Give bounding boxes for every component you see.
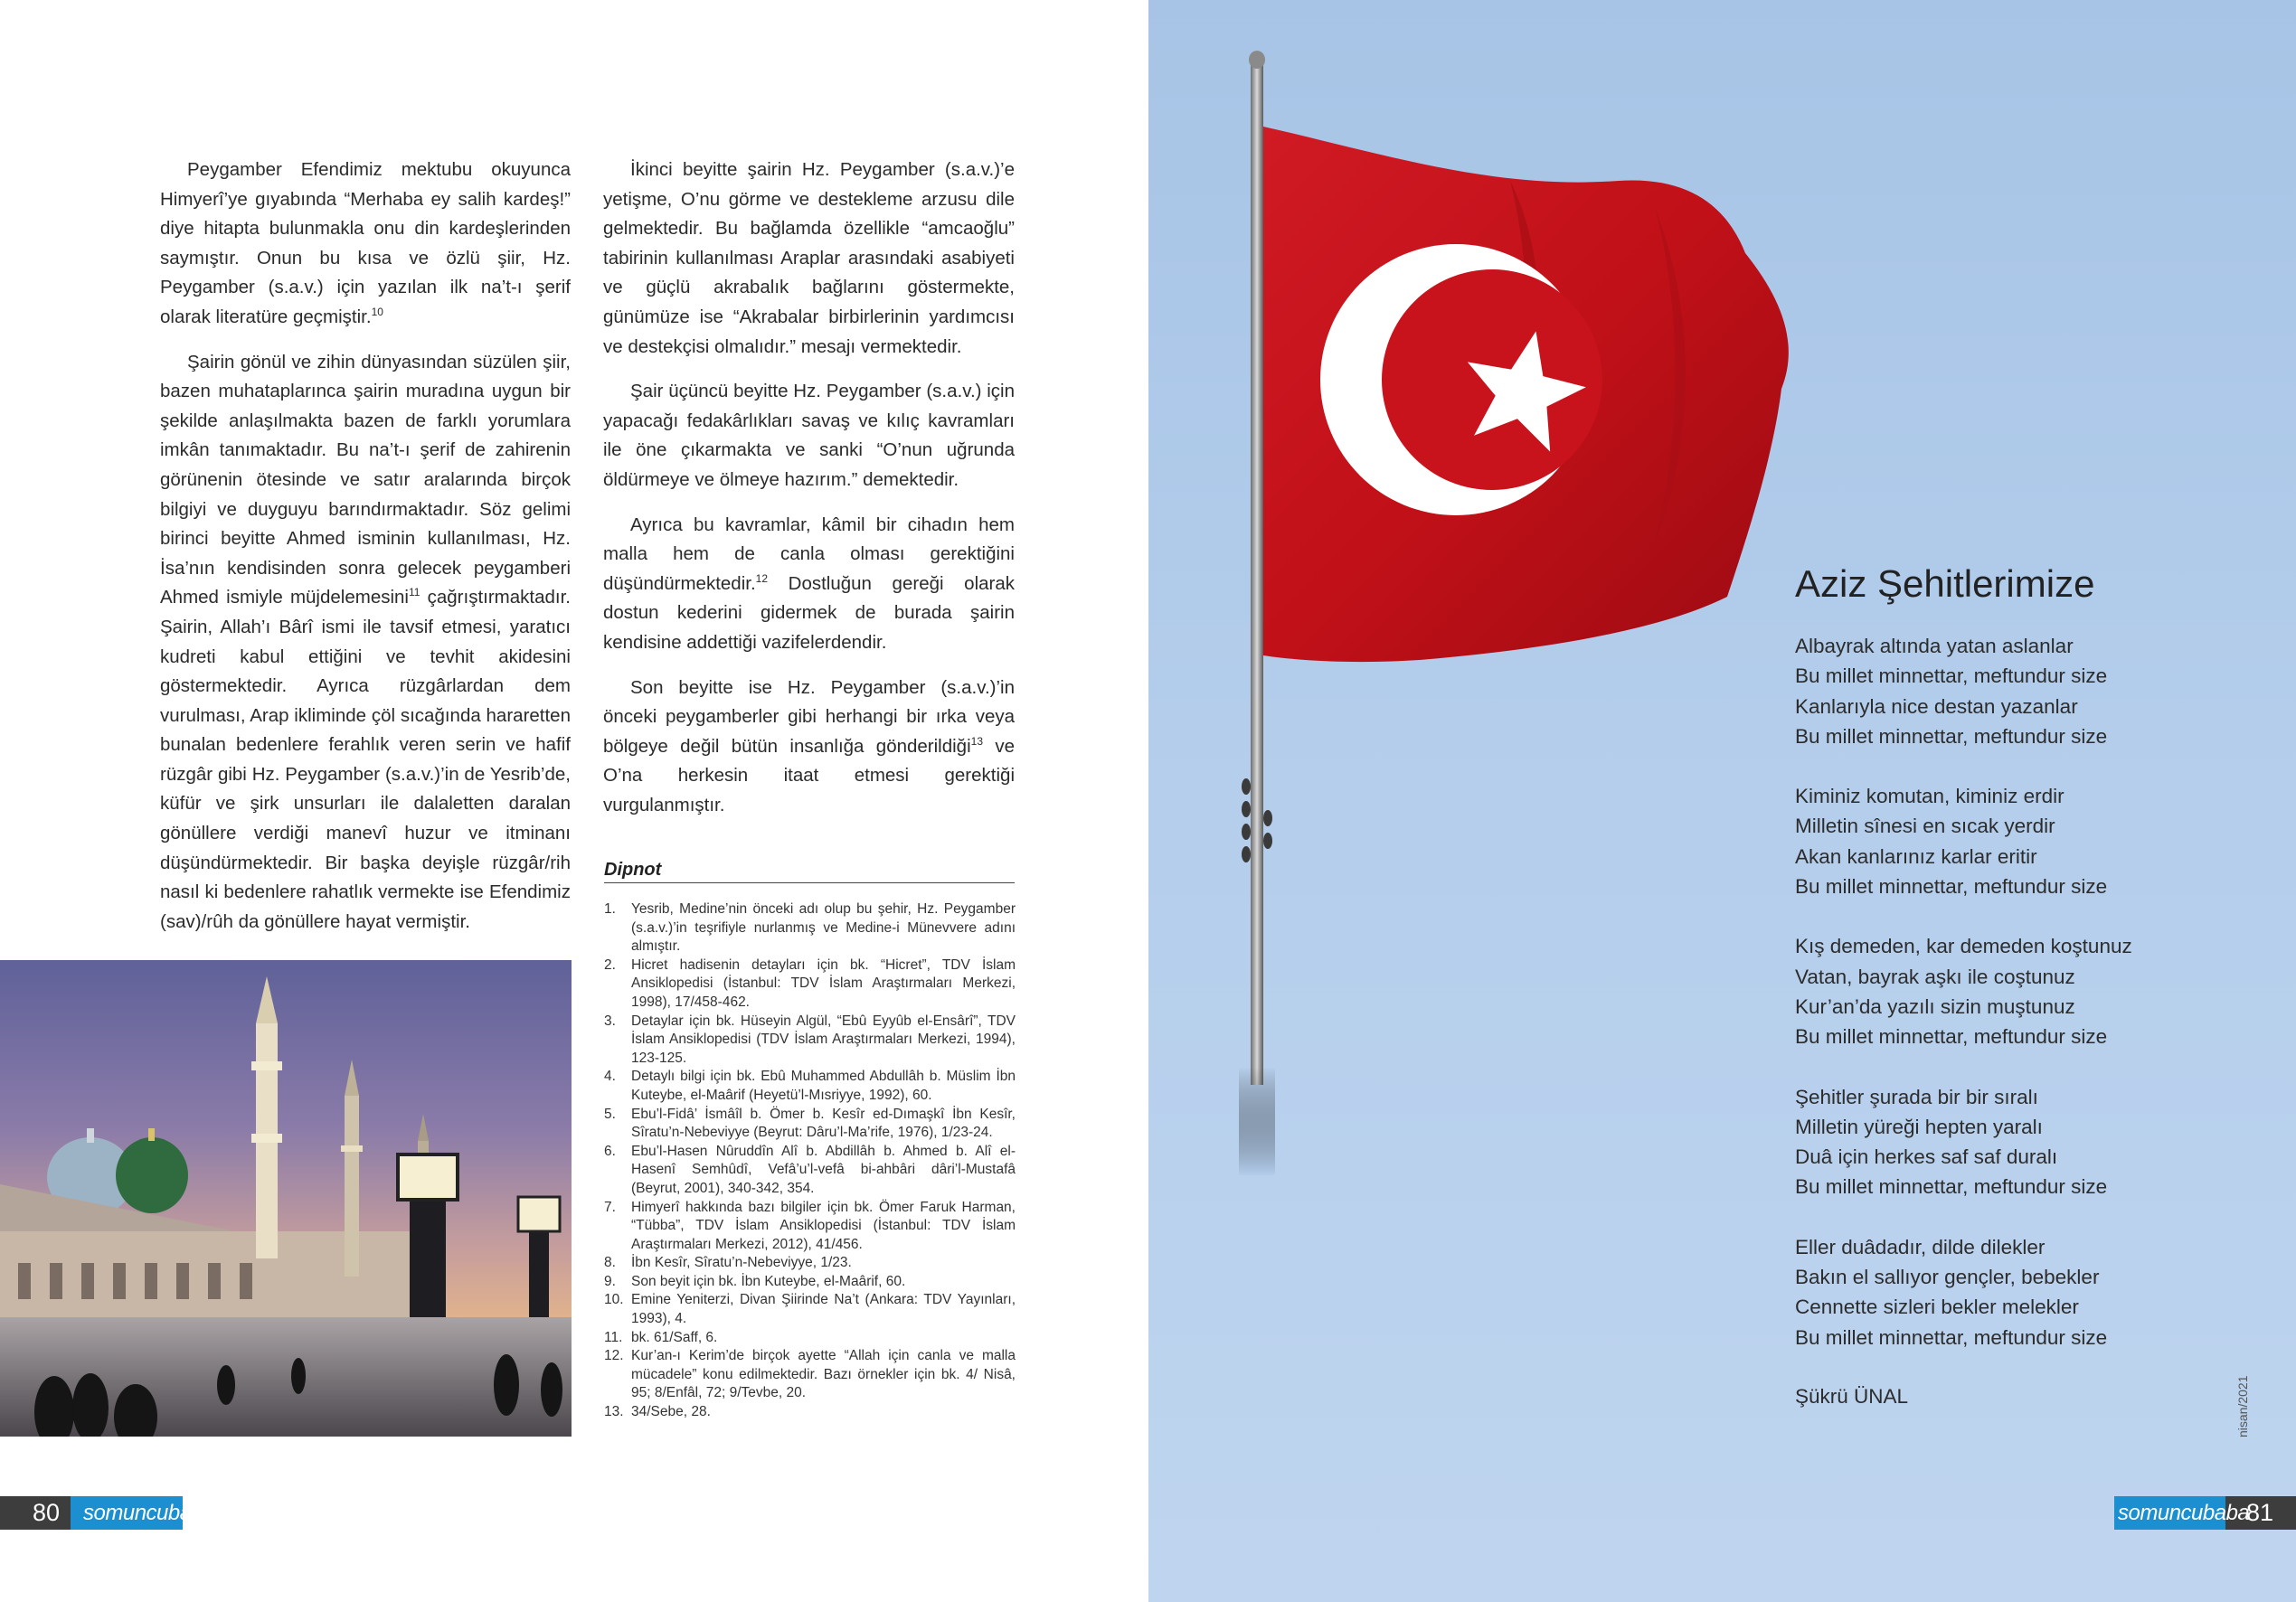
poem-line: Şehitler şurada bir bir sıralı — [1795, 1085, 2038, 1108]
page-number-right: 81 — [2246, 1499, 2274, 1526]
paragraph — [603, 155, 1015, 362]
footnote-item — [604, 1291, 1016, 1328]
page-number-left: 80 — [33, 1499, 61, 1526]
issue-date-tag: nisan/2021 — [2235, 1375, 2250, 1437]
poem-line: Kış demeden, kar demeden koştunuz — [1795, 935, 2132, 958]
poem-author: Şükrü ÜNAL — [1795, 1385, 1909, 1408]
poem-line: Milletin sînesi en sıcak yerdir — [1795, 815, 2055, 838]
mosque-photo — [0, 960, 572, 1437]
footnote-number: 6. — [604, 1143, 616, 1159]
poem-body — [1795, 631, 2211, 1382]
footnote-text: Ebu’l-Hasen Nûruddîn Alî b. Abdillâh b. Ahmed b. Alî el-Hasenî Semhûdî, Vefâ’u’l-vefâ bi-ahbâri dâri’l-Mustafâ (Beyrut, 2001), 340-342, 354. — [631, 1143, 1016, 1196]
footnote-item — [604, 1329, 1016, 1348]
footnote-text: bk. 61/Saff, 6. — [631, 1329, 718, 1345]
footnote-ref: 11 — [408, 586, 420, 599]
poem-line: Bu millet minnettar, meftundur size — [1795, 1325, 2108, 1349]
footnote-number: 5. — [604, 1106, 616, 1122]
footnote-number: 3. — [604, 1013, 616, 1029]
footnote-item — [604, 1403, 1016, 1422]
footnotes-heading: Dipnot — [604, 860, 1015, 883]
footnote-item — [604, 1143, 1016, 1199]
poem-title: Aziz Şehitlerimize — [1795, 562, 2095, 605]
footnote-text: Emine Yeniterzi, Divan Şiirinde Na’t (Ankara: TDV Yayınları, 1993), 4. — [631, 1292, 1016, 1327]
footnote-number: 8. — [604, 1255, 616, 1271]
text-column-2 — [603, 155, 1015, 835]
mosque-illustration — [0, 960, 572, 1437]
footnote-number: 10. — [604, 1292, 624, 1308]
footnote-text: Ebu’l-Fidâ’ İsmâîl b. Ömer b. Kesîr ed-Dımaşkî İbn Kesîr, Sîratu’n-Nebeviyye (Beyrut: Dâru’l-Ma’rife, 1976), 1/23-24. — [631, 1106, 1016, 1141]
poem-line: Cennette sizleri bekler melekler — [1795, 1296, 2079, 1319]
paragraph-text: Şairin gönül ve zihin dünyasından süzülen şiir, bazen muhataplarınca şairin muradına uygun bir şekilde anlaşılmakta bazen de farklı yorumlara imkân tanımaktadır. Bu na’t-ı şerif de zahirenin görünenin ötesinde ve satır aralarında birçok bilgiyi ve duyguyu barındırmaktadır. Söz gelimi birinci beyitte Ahmed isminin kullanılması, Hz. İsa’nın kendisinden sonra gelecek peygamberi Ahmed ismiyle müjdelemesini — [160, 351, 571, 608]
paragraph — [603, 511, 1015, 658]
footnote-item — [604, 900, 1016, 956]
brand-logo-left: somuncubaba — [83, 1501, 215, 1525]
poem-stanza — [1795, 1232, 2211, 1352]
footnote-item — [604, 1068, 1016, 1105]
footnote-ref: 13 — [970, 734, 984, 748]
poem-stanza — [1795, 1082, 2211, 1202]
footnote-item — [604, 1254, 1016, 1273]
poem-line: Kiminiz komutan, kiminiz erdir — [1795, 785, 2065, 808]
poem-line: Eller duâdadır, dilde dilekler — [1795, 1235, 2046, 1258]
poem-line: Kur’an’da yazılı sizin muştunuz — [1795, 994, 2075, 1018]
footnote-item — [604, 1347, 1016, 1403]
paragraph-text: Dostluğun gereği olarak dostun kederini gidermek de burada şairin kendisine addettiği vazifelerdendir. — [603, 572, 1015, 653]
footnote-item — [604, 956, 1016, 1013]
poem-line: Bu millet minnettar, meftundur size — [1795, 1175, 2108, 1199]
footnote-text: Hicret hadisenin detayları için bk. “Hicret”, TDV İslam Ansiklopedisi (İstanbul: TDV İslam Araştırmaları Merkezi, 1998), 17/458-462. — [631, 956, 1016, 1010]
footnote-ref: 10 — [371, 306, 383, 319]
paragraph-text: İkinci beyitte şairin Hz. Peygamber (s.a.v.)’e yetişme, O’nu görme ve destekleme arzusu dile gelmektedir. Bu bağlamda özellikle “amcaoğlu” tabirinin kullanılması Araplar arasındaki asabiyeti ve güçlü akrabalık bağlarını göstermekte, günümüze ise “Akrabalar birbirlerinin yardımcısı ve destekçisi olmalıdır.” mesajı vermektedir. — [603, 159, 1015, 357]
footnote-number: 11. — [604, 1329, 623, 1345]
footnote-text: Himyerî hakkında bazı bilgiler için bk. Ömer Faruk Harman, “Tübba”, TDV İslam Ansiklopedisi (İstanbul: TDV İslam Araştırmaları Merkezi, 2012), 41/456. — [631, 1199, 1016, 1252]
footnote-text: Yesrib, Medine’nin önceki adı olup bu şehir, Hz. Peygamber (s.a.v.)’in teşrifiyle nurlanmış ve Medine-i Münevvere adını almıştır. — [631, 901, 1016, 955]
paragraph-text: Şair üçüncü beyitte Hz. Peygamber (s.a.v.) için yapacağı fedakârlıkları savaş ve kılıç kavramları ile öne çıkarmakta ve sanki “O’nun uğrunda öldürmeye ve ölmeye hazırım.” demektedir. — [603, 381, 1015, 490]
footnote-item — [604, 1199, 1016, 1255]
poem-line: Bu millet minnettar, meftundur size — [1795, 724, 2108, 748]
poem-line: Albayrak altında yatan aslanlar — [1795, 635, 2074, 657]
paragraph-text: Ayrıca bu kavramlar, kâmil bir cihadın hem malla hem de canla olması gerektiğini düşündürmektedir. — [603, 514, 1015, 594]
paragraph — [603, 377, 1015, 495]
footnote-text: Detaylı bilgi için bk. Ebû Muhammed Abdullâh b. Müslim İbn Kuteybe, el-Maârif (Heyetü’l-Mısriyye, 1992), 60. — [631, 1069, 1016, 1103]
footnote-item — [604, 1106, 1016, 1143]
poem-line: Milletin yüreği hepten yaralı — [1795, 1115, 2043, 1138]
footnote-text: Kur’an-ı Kerim’de birçok ayette “Allah için canla ve malla mücadele” konu edilmektedir. Bazı örnekler için bk. 4/ Nisâ, 95; 8/Enfâl, 72; 9/Tevbe, 20. — [631, 1348, 1016, 1401]
poem-line: Bu millet minnettar, meftundur size — [1795, 664, 2108, 688]
poem-line: Duâ için herkes saf saf duralı — [1795, 1145, 2058, 1169]
footnote-item — [604, 1013, 1016, 1069]
paragraph — [160, 155, 571, 333]
footnote-text: İbn Kesîr, Sîratu’n-Nebeviyye, 1/23. — [631, 1255, 852, 1271]
paragraph-text: ve O’na herkesin itaat etmesi gerektiği vurgulanmıştır. — [603, 735, 1015, 815]
poem-line: Vatan, bayrak aşkı ile coştunuz — [1795, 965, 2075, 988]
paragraph — [160, 348, 571, 938]
poem-line: Kanlarıyla nice destan yazanlar — [1795, 694, 2078, 718]
footnote-ref: 12 — [755, 571, 769, 585]
footnote-text: 34/Sebe, 28. — [631, 1404, 711, 1420]
poem-stanza — [1795, 781, 2211, 901]
brand-logo-right: somuncubaba — [2118, 1501, 2250, 1525]
footnote-number: 13. — [604, 1404, 624, 1420]
footnote-number: 9. — [604, 1273, 616, 1289]
poem-stanza — [1795, 931, 2211, 1051]
footnote-item — [604, 1273, 1016, 1292]
poem-line: Bu millet minnettar, meftundur size — [1795, 1025, 2108, 1049]
footnote-number: 4. — [604, 1069, 616, 1085]
poem-line: Akan kanlarınız karlar eritir — [1795, 844, 2037, 868]
footnote-text: Son beyit için bk. İbn Kuteybe, el-Maârif, 60. — [631, 1273, 906, 1289]
footnote-number: 1. — [604, 901, 616, 917]
paragraph — [603, 674, 1015, 821]
footnote-text: Detaylar için bk. Hüseyin Algül, “Ebû Eyyûb el-Ensârî”, TDV İslam Ansiklopedisi (TDV İslam Araştırmaları Merkezi, 1994), 123-125. — [631, 1013, 1016, 1066]
footnote-number: 2. — [604, 956, 616, 973]
poem-stanza — [1795, 631, 2211, 751]
poem-line: Bu millet minnettar, meftundur size — [1795, 875, 2108, 899]
paragraph-text: çağrıştırmaktadır. Şairin, Allah’ı Bârî ismi ile tavsif etmesi, yaratıcı kudreti kabul ettiğini ve tevhit akidesini göstermektedir. Ayrıca rüzgârlardan dem vurulması, Arap ikliminde çöl sıcağında hararetten bunalan bedenlere ferahlık veren serin ve hafif rüzgâr gibi Hz. Peygamber (s.a.v.)’in de Yesrib’de, küfür ve şirk unsurları ile dalaletten daralan gönüllere verdiği manevî huzur ve itminanı düşündürmektedir. Bir başka deyişle rüzgâr/rih nasıl ki bedenlere rahatlık vermekte ise Efendimiz (sav)/rûh da gönüllere hayat vermiştir. — [160, 587, 571, 932]
footnote-number: 7. — [604, 1199, 616, 1215]
text-column-1 — [160, 155, 571, 952]
paragraph-text: Son beyitte ise Hz. Peygamber (s.a.v.)’in önceki peygamberler gibi herhangi bir ırka veya bölgeye değil bütün insanlığa gönderildiği — [603, 676, 1015, 757]
paragraph-text: Peygamber Efendimiz mektubu okuyunca Himyerî’ye gıyabında “Merhaba ey salih kardeş!” diye hitapta bulunmakla onu din kardeşlerinden saymıştır. Onun bu kısa ve özlü şiir, Hz. Peygamber (s.a.v.) için yazılan ilk na’t-ı şerif olarak literatüre geçmiştir. — [160, 159, 571, 327]
footnotes-list — [604, 900, 1016, 1422]
footnote-number: 12. — [604, 1348, 624, 1364]
poem-line: Bakın el sallıyor gençler, bebekler — [1795, 1266, 2100, 1289]
